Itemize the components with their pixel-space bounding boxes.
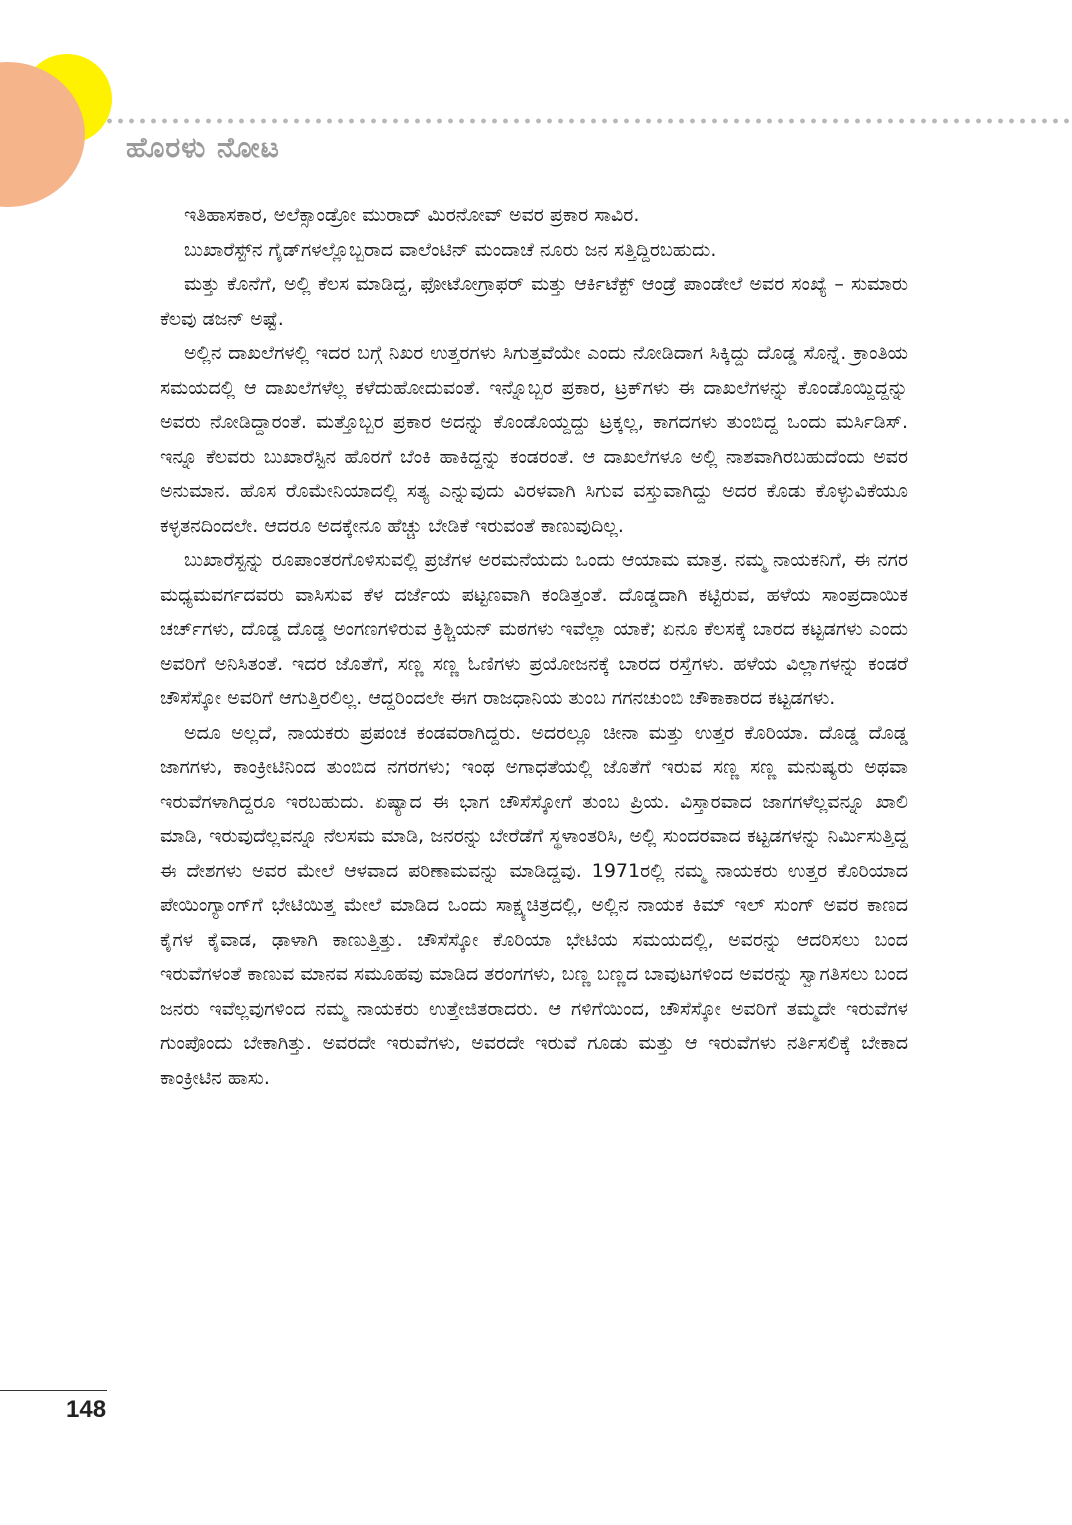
footer-rule: [0, 1390, 107, 1391]
dotted-rule: [104, 118, 1072, 124]
section-title: ಹೊರಳು ನೋಟ: [126, 131, 280, 164]
paragraph: ಬುಖಾರೆಸ್ಟ್‌ನ ಗೈಡ್‌ಗಳಲ್ಲೊಬ್ಬರಾದ ವಾಲೆಂಟಿನ್ ಮಂದಾಚೆ ನೂರು ಜನ ಸತ್ತಿದ್ದಿರಬಹುದು.: [184, 238, 717, 261]
paragraph: ಬುಖಾರೆಸ್ಟನ್ನು ರೂಪಾಂತರಗೊಳಿಸುವಲ್ಲಿ ಪ್ರಜೆಗಳ ಅರಮನೆಯದು ಒಂದು ಆಯಾಮ ಮಾತ್ರ. ನಮ್ಮ ನಾಯಕನಿಗೆ, ಈ ನಗರ ಮಧ್ಯಮವರ್ಗದವರು ವಾಸಿಸುವ ಕೆಳ ದರ್ಜೆಯ ಪಟ್ಟಣವಾಗಿ ಕಂಡಿತ್ತಂತೆ. ದೊಡ್ಡದಾಗಿ ಕಟ್ಟಿರುವ, ಹಳೆಯ ಸಾಂಪ್ರದಾಯಿಕ ಚರ್ಚ್‌ಗಳು, ದೊಡ್ಡ ದೊಡ್ಡ ಅಂಗಣಗಳಿರುವ ಕ್ರಿಶ್ಚಿಯನ್ ಮಠಗಳು ಇವೆಲ್ಲಾ ಯಾಕೆ; ಏನೂ ಕೆಲಸಕ್ಕೆ ಬಾರದ ಕಟ್ಟಡಗಳು ಎಂದು ಅವರಿಗೆ ಅನಿಸಿತಂತೆ. ಇದರ ಜೊತೆಗೆ, ಸಣ್ಣ ಸಣ್ಣ ಓಣಿಗಳು ಪ್ರಯೋಜನಕ್ಕೆ ಬಾರದ ರಸ್ತೆಗಳು. ಹಳೆಯ ವಿಲ್ಲಾಗಳನ್ನು ಕಂಡರೆ ಚೌಸೆಸ್ಕೋ ಅವರಿಗೆ ಆಗುತ್ತಿರಲಿಲ್ಲ. ಆದ್ದರಿಂದಲೇ ಈಗ ರಾಜಧಾನಿಯ ತುಂಬ ಗಗನಚುಂಬಿ ಚೌಕಾಕಾರದ ಕಟ್ಟಡಗಳು.: [160, 549, 908, 709]
article-body: [160, 198, 908, 1095]
paragraph: ಅಲ್ಲಿನ ದಾಖಲೆಗಳಲ್ಲಿ ಇದರ ಬಗ್ಗೆ ನಿಖರ ಉತ್ತರಗಳು ಸಿಗುತ್ತವೆಯೇ ಎಂದು ನೋಡಿದಾಗ ಸಿಕ್ಕಿದ್ದು ದೊಡ್ಡ ಸೊನ್ನೆ. ಕ್ರಾಂತಿಯ ಸಮಯದಲ್ಲಿ ಆ ದಾಖಲೆಗಳೆಲ್ಲ ಕಳೆದುಹೋದುವಂತೆ. ಇನ್ನೊಬ್ಬರ ಪ್ರಕಾರ, ಟ್ರಕ್‌ಗಳು ಈ ದಾಖಲೆಗಳನ್ನು ಕೊಂಡೊಯ್ದಿದ್ದನ್ನು ಅವರು ನೋಡಿದ್ದಾರಂತೆ. ಮತ್ತೊಬ್ಬರ ಪ್ರಕಾರ ಅದನ್ನು ಕೊಂಡೊಯ್ದದ್ದು ಟ್ರಕ್ಕಲ್ಲ, ಕಾಗದಗಳು ತುಂಬಿದ್ದ ಒಂದು ಮರ್ಸಿಡಿಸ್. ಇನ್ನೂ ಕೆಲವರು ಬುಖಾರೆಸ್ಟಿನ ಹೊರಗೆ ಬೆಂಕಿ ಹಾಕಿದ್ದನ್ನು ಕಂಡರಂತೆ. ಆ ದಾಖಲೆಗಳೂ ಅಲ್ಲಿ ನಾಶವಾಗಿರಬಹುದೆಂದು ಅವರ ಅನುಮಾನ. ಹೊಸ ರೊಮೇನಿಯಾದಲ್ಲಿ ಸತ್ಯ ಎನ್ನುವುದು ವಿರಳವಾಗಿ ಸಿಗುವ ವಸ್ತುವಾಗಿದ್ದು ಅದರ ಕೊಡು ಕೊಳ್ಳುವಿಕೆಯೂ ಕಳ್ಳತನದಿಂದಲೇ. ಆದರೂ ಅದಕ್ಕೇನೂ ಹೆಚ್ಚು ಬೇಡಿಕೆ ಇರುವಂತೆ ಕಾಣುವುದಿಲ್ಲ.: [160, 342, 908, 537]
paragraph: ಅದೂ ಅಲ್ಲದೆ, ನಾಯಕರು ಪ್ರಪಂಚ ಕಂಡವರಾಗಿದ್ದರು. ಅದರಲ್ಲೂ ಚೀನಾ ಮತ್ತು ಉತ್ತರ ಕೊರಿಯಾ. ದೊಡ್ಡ ದೊಡ್ಡ ಜಾಗಗಳು, ಕಾಂಕ್ರೀಟಿನಿಂದ ತುಂಬಿದ ನಗರಗಳು; ಇಂಥ ಅಗಾಧತೆಯಲ್ಲಿ ಜೊತೆಗೆ ಇರುವ ಸಣ್ಣ ಸಣ್ಣ ಮನುಷ್ಯರು ಅಥವಾ ಇರುವೆಗಳಾಗಿದ್ದರೂ ಇರಬಹುದು. ಏಷ್ಯಾದ ಈ ಭಾಗ ಚೌಸೆಸ್ಕೋಗೆ ತುಂಬ ಪ್ರಿಯ. ವಿಸ್ತಾರವಾದ ಜಾಗಗಳೆಲ್ಲವನ್ನೂ ಖಾಲಿ ಮಾಡಿ, ಇರುವುದೆಲ್ಲವನ್ನೂ ನೆಲಸಮ ಮಾಡಿ, ಜನರನ್ನು ಬೇರೆಡೆಗೆ ಸ್ಥಳಾಂತರಿಸಿ, ಅಲ್ಲಿ ಸುಂದರವಾದ ಕಟ್ಟಡಗಳನ್ನು ನಿರ್ಮಿಸುತ್ತಿದ್ದ ಈ ದೇಶಗಳು ಅವರ ಮೇಲೆ ಆಳವಾದ ಪರಿಣಾಮವನ್ನು ಮಾಡಿದ್ದವು. 1971ರಲ್ಲಿ ನಮ್ಮ ನಾಯಕರು ಉತ್ತರ ಕೊರಿಯಾದ ಪೇಯಿಂಗ್ಯಾಂಗ್‌ಗೆ ಭೇಟಿಯಿತ್ತ ಮೇಲೆ ಮಾಡಿದ ಒಂದು ಸಾಕ್ಷ್ಯಚಿತ್ರದಲ್ಲಿ, ಅಲ್ಲಿನ ನಾಯಕ ಕಿಮ್ ಇಲ್ ಸುಂಗ್ ಅವರ ಕಾಣದ ಕೈಗಳ ಕೈವಾಡ, ಢಾಳಾಗಿ ಕಾಣುತ್ತಿತ್ತು. ಚೌಸೆಸ್ಕೋ ಕೊರಿಯಾ ಭೇಟಿಯ ಸಮಯದಲ್ಲಿ, ಅವರನ್ನು ಆದರಿಸಲು ಬಂದ ಇರುವೆಗಳಂತೆ ಕಾಣುವ ಮಾನವ ಸಮೂಹವು ಮಾಡಿದ ತರಂಗಗಳು, ಬಣ್ಣ ಬಣ್ಣದ ಬಾವುಟಗಳಿಂದ ಅವರನ್ನು ಸ್ವಾಗತಿಸಲು ಬಂದ ಜನರು ಇವೆಲ್ಲವುಗಳಿಂದ ನಮ್ಮ ನಾಯಕರು ಉತ್ತೇಜಿತರಾದರು. ಆ ಗಳಿಗೆಯಿಂದ, ಚೌಸೆಸ್ಕೋ ಅವರಿಗೆ ತಮ್ಮದೇ ಇರುವೆಗಳ ಗುಂಪೊಂದು ಬೇಕಾಗಿತ್ತು. ಅವರದೇ ಇರುವೆಗಳು, ಅವರದೇ ಇರುವೆ ಗೂಡು ಮತ್ತು ಆ ಇರುವೆಗಳು ನರ್ತಿಸಲಿಕ್ಕೆ ಬೇಕಾದ ಕಾಂಕ್ರೀಟಿನ ಹಾಸು.: [160, 721, 908, 1089]
paragraph: ಇತಿಹಾಸಕಾರ, ಅಲೆಕ್ಸಾಂಡ್ರೋ ಮುರಾದ್ ಮಿರನೋವ್ ಅವರ ಪ್ರಕಾರ ಸಾವಿರ.: [184, 204, 640, 226]
page-number: 148: [66, 1396, 107, 1423]
paragraph: ಮತ್ತು ಕೊನೆಗೆ, ಅಲ್ಲಿ ಕೆಲಸ ಮಾಡಿದ್ದ, ಫೋಟೋಗ್ರಾಫರ್ ಮತ್ತು ಆರ್ಕಿಟೆಕ್ಟ್ ಆಂಡ್ರೆ ಪಾಂಡೇಲೆ ಅವರ ಸಂಖ್ಯೆ – ಸುಮಾರು ಕೆಲವು ಡಜನ್ ಅಷ್ಟೆ.: [160, 273, 908, 330]
